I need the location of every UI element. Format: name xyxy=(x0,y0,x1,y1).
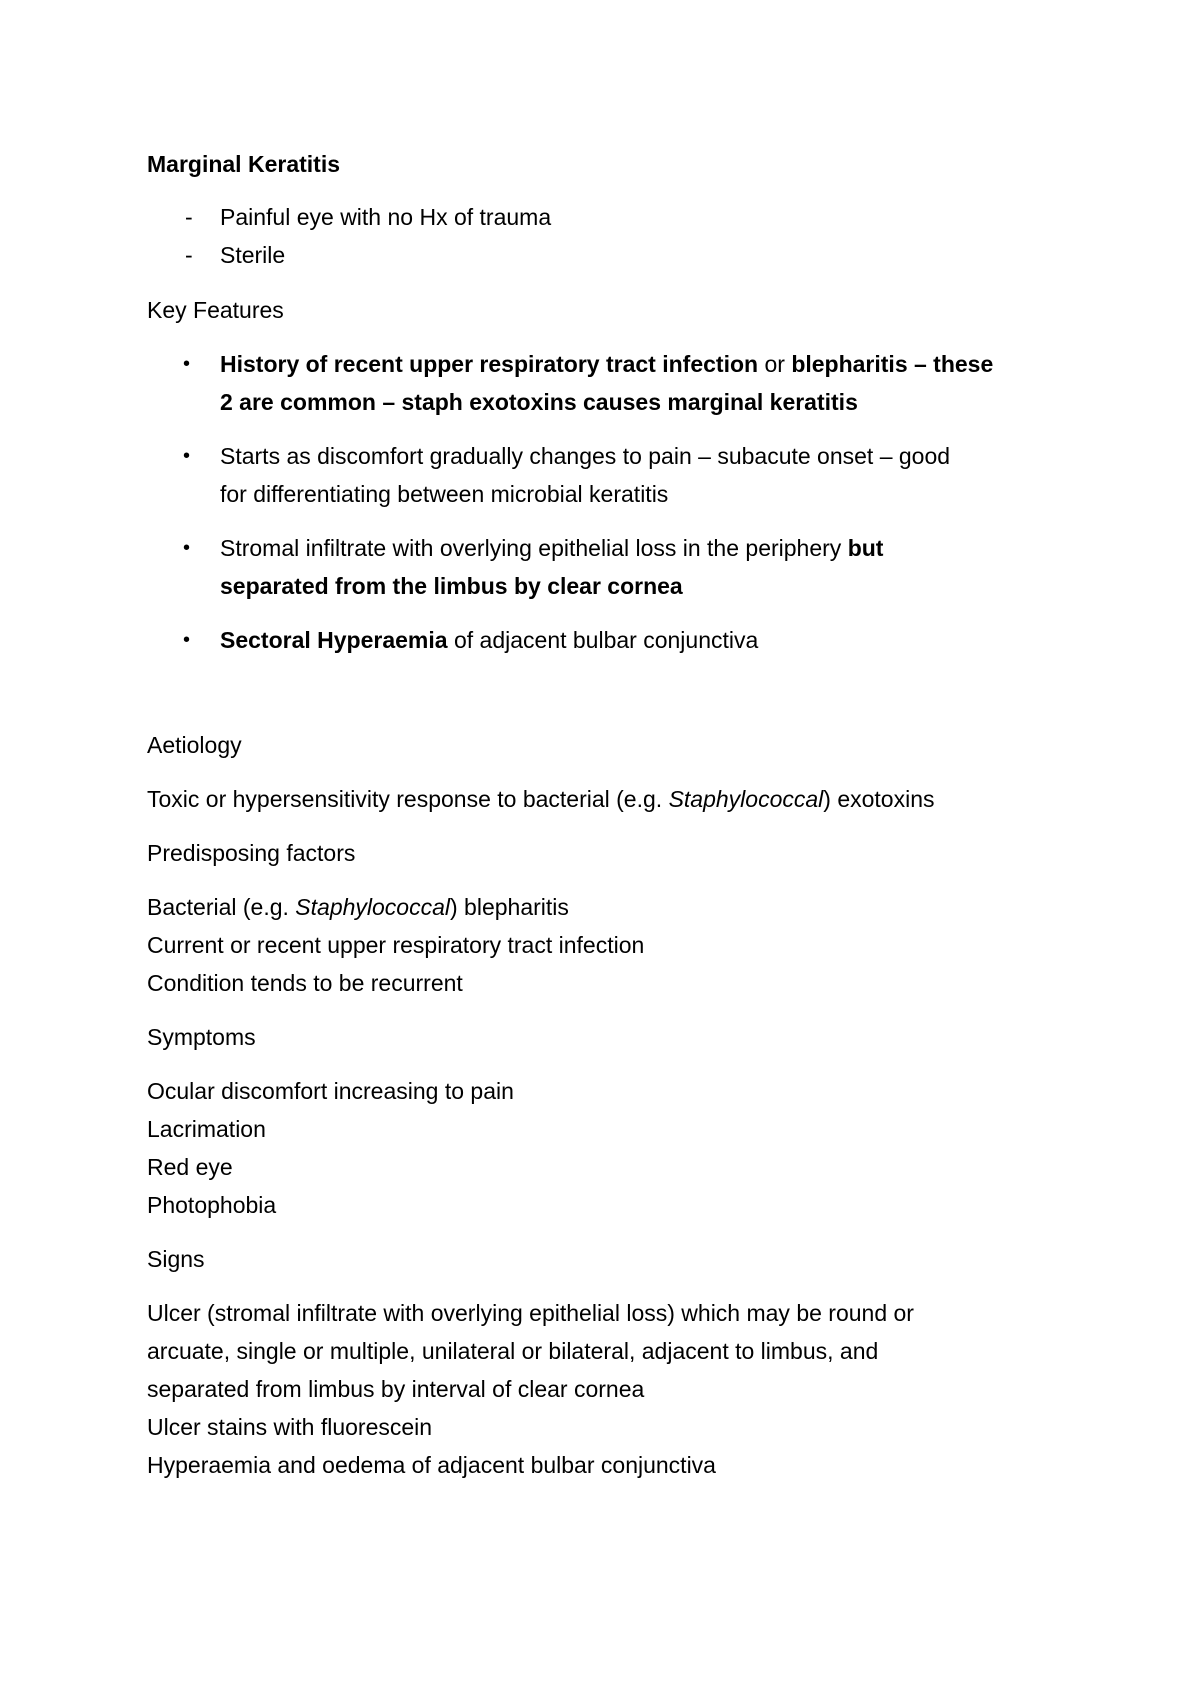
signs-line: arcuate, single or multiple, unilateral or bilateral, adjacent to limbus, and xyxy=(147,1338,879,1364)
signs-line: Ulcer (stromal infiltrate with overlying epithelial loss) which may be round or xyxy=(147,1300,914,1326)
bullet-marker: • xyxy=(183,353,191,375)
bullet-marker: • xyxy=(183,629,191,651)
bullet-1-line-2: 2 are common – staph exotoxins causes marginal keratitis xyxy=(220,389,858,415)
bullet-3-line-1: Stromal infiltrate with overlying epithelial loss in the periphery but xyxy=(220,535,884,561)
symptom-item: Photophobia xyxy=(147,1192,277,1218)
bullet-3-line-2: separated from the limbus by clear cornea xyxy=(220,573,683,599)
key-features-heading: Key Features xyxy=(147,297,284,323)
bullet-2-line-2: for differentiating between microbial keratitis xyxy=(220,481,669,507)
signs-line: Ulcer stains with fluorescein xyxy=(147,1414,433,1440)
predisposing-heading: Predisposing factors xyxy=(147,840,356,866)
aetiology-text: Toxic or hypersensitivity response to bacterial (e.g. Staphylococcal) exotoxins xyxy=(147,786,935,812)
symptoms-heading: Symptoms xyxy=(147,1024,256,1050)
signs-heading: Signs xyxy=(147,1246,205,1272)
symptom-item: Red eye xyxy=(147,1154,233,1180)
predisposing-line-3: Condition tends to be recurrent xyxy=(147,970,463,996)
intro-item: Painful eye with no Hx of trauma xyxy=(220,204,552,230)
bullet-marker: • xyxy=(183,537,191,559)
bullet-1-line-1: History of recent upper respiratory tract infection or blepharitis – these xyxy=(220,351,994,377)
document-title: Marginal Keratitis xyxy=(147,151,340,177)
signs-line: Hyperaemia and oedema of adjacent bulbar conjunctiva xyxy=(147,1452,716,1478)
symptom-item: Ocular discomfort increasing to pain xyxy=(147,1078,514,1104)
signs-line: separated from limbus by interval of clear cornea xyxy=(147,1376,645,1402)
predisposing-line-1: Bacterial (e.g. Staphylococcal) blepharitis xyxy=(147,894,569,920)
symptom-item: Lacrimation xyxy=(147,1116,266,1142)
predisposing-line-2: Current or recent upper respiratory tract infection xyxy=(147,932,645,958)
bullet-marker: • xyxy=(183,445,191,467)
dash-marker: - xyxy=(185,204,193,230)
intro-item: Sterile xyxy=(220,242,286,268)
aetiology-heading: Aetiology xyxy=(147,732,242,758)
bullet-2-line-1: Starts as discomfort gradually changes to pain – subacute onset – good xyxy=(220,443,951,469)
dash-marker: - xyxy=(185,242,193,268)
bullet-4-line-1: Sectoral Hyperaemia of adjacent bulbar conjunctiva xyxy=(220,627,759,653)
